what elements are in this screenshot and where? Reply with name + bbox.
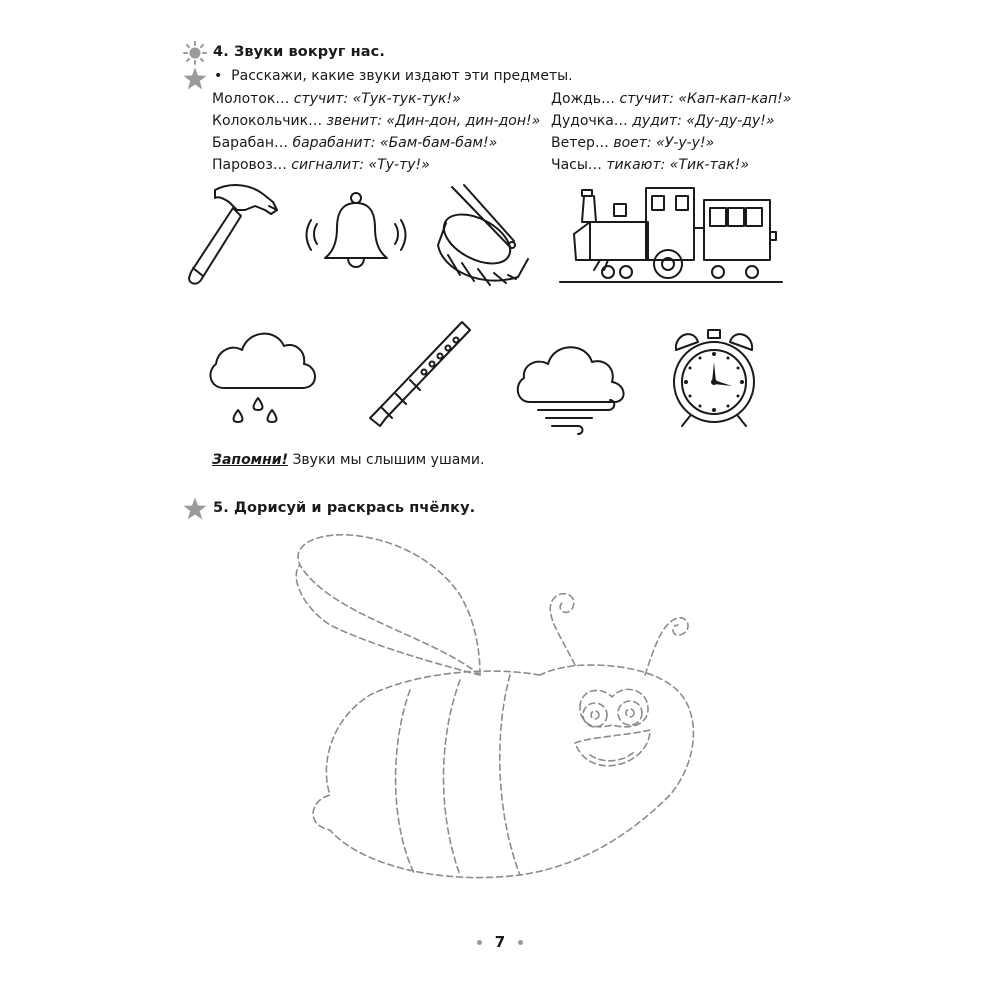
sound-line: Паровоз… сигналит: «Ту-ту!» [212,157,430,173]
instruction: Расскажи, какие звуки издают эти предметы. [231,68,573,84]
hammer-icon [185,180,285,290]
footer-dot [477,940,482,945]
alarm-clock-icon [668,326,760,428]
wind-cloud-icon [512,336,634,434]
sound-line: Ветер… воет: «У-у-у!» [551,135,715,151]
rain-cloud-icon [202,320,324,422]
bell-icon [305,190,407,275]
remember-text: Звуки мы слышим ушами. [292,452,485,468]
sound-line: Колокольчик… звенит: «Дин-дон, дин-дон!» [212,113,541,129]
bullet: • [214,68,223,84]
page-footer [0,932,1000,951]
bee-outline [290,525,710,935]
footer-dot [518,940,523,945]
flute-icon [358,318,478,430]
star-icon [183,67,207,90]
sound-line: Часы… тикают: «Тик-так!» [551,157,750,173]
star-icon [183,497,207,520]
sound-line: Молоток… стучит: «Тук-тук-тук!» [212,91,461,107]
drum-icon [432,183,542,291]
remember-label: Запомни! [212,452,288,468]
sounds-right-column [551,88,791,176]
sound-line: Барабан… барабанит: «Бам-бам-бам!» [212,135,498,151]
remember-line [212,452,484,468]
sound-line: Дождь… стучит: «Кап-кап-кап!» [551,91,792,107]
sounds-left-column [212,88,540,176]
sound-line: Дудочка… дудит: «Ду-ду-ду!» [551,113,775,129]
sun-icon [183,41,207,65]
task5-title: 5. Дорисуй и раскрась пчёлку. [213,500,476,516]
page-number: 7 [494,933,506,951]
instruction-line [214,68,573,84]
train-icon [560,184,782,288]
task4-title: 4. Звуки вокруг нас. [213,44,385,60]
